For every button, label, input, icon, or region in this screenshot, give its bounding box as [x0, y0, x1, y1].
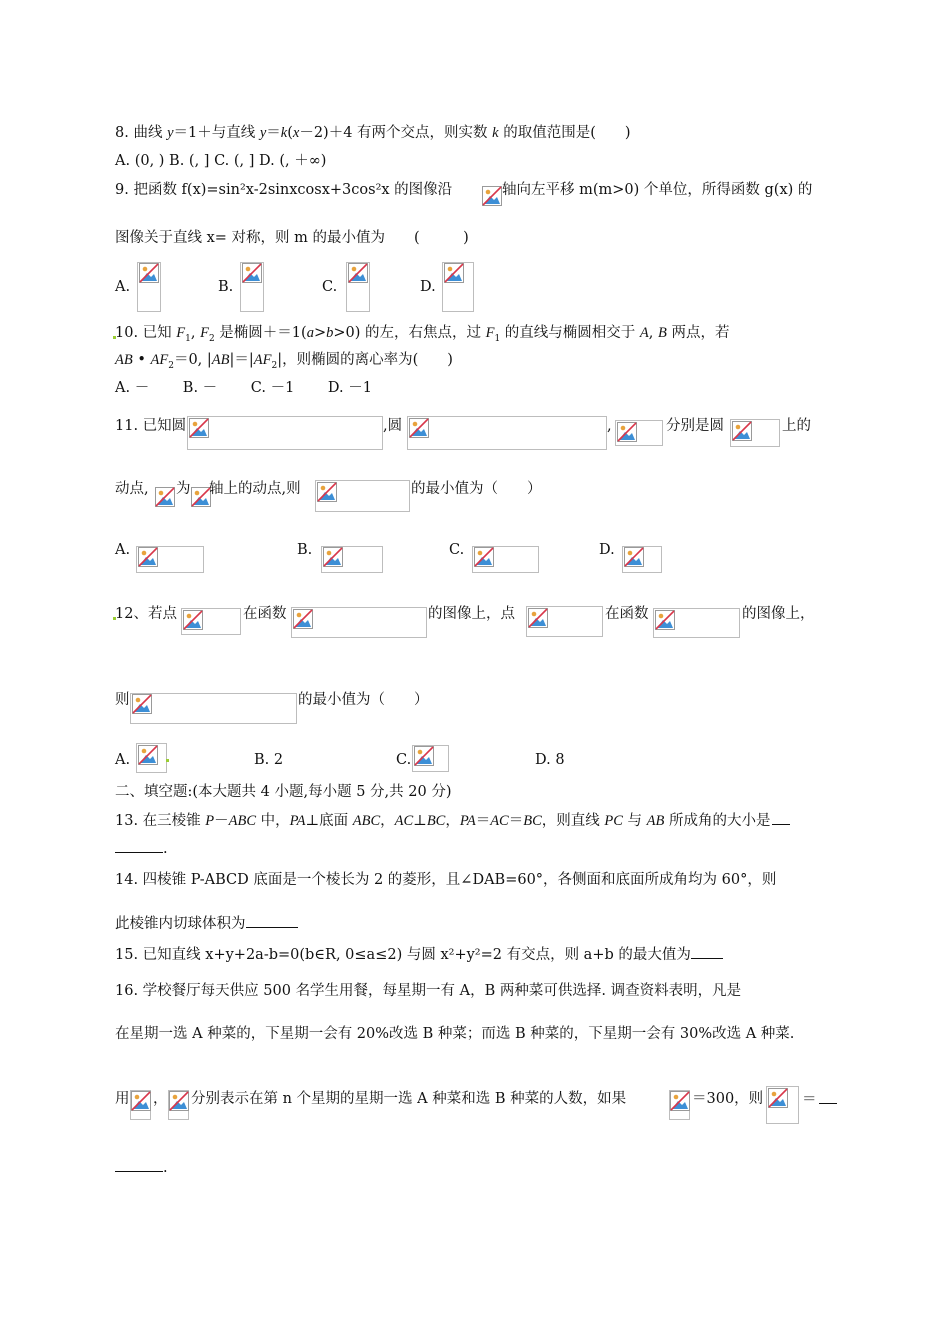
broken-image-icon: [732, 421, 752, 441]
q11-text-3: ,: [607, 418, 612, 434]
marker-dot: [166, 759, 169, 762]
q12-text-7: 的最小值为（ ）: [298, 692, 429, 708]
answer-blank: [691, 944, 723, 959]
q12-option-d: D. 8: [535, 752, 565, 768]
q9-option-b: B.: [218, 279, 234, 295]
broken-image-icon: [617, 422, 637, 442]
q12-text-6: 则: [115, 692, 130, 708]
answer-blank: [819, 1089, 837, 1104]
q14-line2: 此棱锥内切球体积为: [115, 913, 298, 934]
broken-image-icon: [414, 746, 434, 766]
q16-text-2: ，: [153, 1091, 168, 1107]
q12-text-5: 的图像上，: [742, 606, 815, 622]
q13-stem: 13. 在三棱锥 P－ABC 中，PA⊥底面 ABC，AC⊥BC，PA＝AC＝BC，则直线 PC 与 AB 所成角的大小是: [115, 810, 790, 831]
q11-formula-image-1: [187, 416, 383, 450]
q16-text-3: 分别表示在第 n 个星期的星期一选 A 种菜和选 B 种菜的人数，如果: [191, 1091, 627, 1107]
section-2-heading: 二、填空题:(本大题共 4 小题,每小题 5 分,共 20 分): [115, 784, 452, 800]
q9-line1-b: 轴向左平移 m(m>0) 个单位，所得函数 g(x) 的: [502, 182, 813, 198]
q11-option-c: C.: [449, 542, 465, 558]
q12-text-1: 12、若点: [115, 606, 177, 622]
broken-image-icon: [474, 547, 494, 567]
q11-text-5: 上的: [782, 418, 811, 434]
q9-option-d: D.: [420, 279, 436, 295]
broken-image-icon: [317, 482, 337, 502]
q12-text-4: 在函数: [605, 606, 649, 622]
q11-option-d: D.: [599, 542, 615, 558]
q10-options: A. － B. － C. －1 D. －1: [115, 380, 372, 396]
q16-text-1: 用: [115, 1091, 130, 1107]
broken-image-icon: [655, 610, 675, 630]
answer-blank: [115, 838, 163, 853]
q9-line1-a: 9. 把函数 f(x)=sin²x-2sinxcosx+3cos²x 的图像沿: [115, 182, 453, 198]
broken-image-icon: [183, 610, 203, 630]
broken-image-icon: [139, 263, 159, 283]
broken-image-icon: [138, 547, 158, 567]
broken-image-icon: [348, 263, 368, 283]
q12-formula-image-5: [130, 693, 297, 724]
q13-line2: .: [115, 838, 168, 859]
broken-image-icon: [528, 608, 548, 628]
q16-line1: 16. 学校餐厅每天供应 500 名学生用餐，每星期一有 A，B 两种菜可供选择. 调查资料表明，凡是: [115, 983, 742, 999]
broken-image-icon: [482, 186, 502, 206]
answer-blank: [115, 1157, 163, 1172]
q15-stem: 15. 已知直线 x+y+2a-b=0(b∈R, 0≤a≤2) 与圆 x²+y²=2 有交点，则 a+b 的最大值为: [115, 944, 723, 965]
q14-line1: 14. 四棱锥 P-ABCD 底面是一个棱长为 2 的菱形，且∠DAB=60°，各侧面和底面所成角均为 60°，则: [115, 872, 777, 888]
q11-text-2: ,圆: [383, 418, 403, 434]
broken-image-icon: [169, 1091, 189, 1111]
q16-text-5: ＝: [802, 1089, 837, 1110]
broken-image-icon: [293, 609, 313, 629]
q11-text-8: 轴上的动点,则: [209, 481, 301, 497]
q10-line2: AB • $AF_2=0$, $|AB|=|AF_2|$，则椭圆的离心率为( ): [115, 352, 453, 371]
broken-image-icon: [191, 487, 211, 507]
answer-blank: [772, 810, 790, 825]
q11-option-b: B.: [297, 542, 313, 558]
q8-stem: 8. 曲线 y＝1＋与直线 y＝k(x－2)＋4 有两个交点，则实数 k 的取值范围是( ): [115, 125, 631, 141]
q12-option-c: C.: [396, 752, 412, 768]
broken-image-icon: [444, 263, 464, 283]
q8-options: A. (0, ) B. (, ] C. (, ] D. (, ＋∞): [115, 153, 327, 169]
q9-option-c: C.: [322, 279, 338, 295]
broken-image-icon: [155, 487, 175, 507]
q12-option-a: A.: [115, 752, 131, 768]
broken-image-icon: [242, 263, 262, 283]
broken-image-icon: [624, 547, 644, 567]
q12-text-2: 在函数: [243, 606, 287, 622]
broken-image-icon: [323, 547, 343, 567]
q16-line4: .: [115, 1157, 168, 1178]
q12-option-b: B. 2: [254, 752, 284, 768]
q11-option-a: A.: [115, 542, 131, 558]
broken-image-icon: [132, 694, 152, 714]
q11-text-6: 动点,: [115, 481, 149, 497]
broken-image-icon: [189, 418, 209, 438]
q12-text-3: 的图像上，点: [428, 606, 515, 622]
broken-image-icon: [670, 1091, 690, 1111]
q11-text-9: 的最小值为（ ）: [411, 481, 542, 497]
q16-line2: 在星期一选 A 种菜的，下星期一会有 20%改选 B 种菜；而选 B 种菜的，下星期一会有 30%改选 A 种菜.: [115, 1026, 795, 1042]
q11-text-1: 11. 已知圆: [115, 418, 187, 434]
q11-text-4: 分别是圆: [666, 418, 724, 434]
broken-image-icon: [138, 745, 158, 765]
q11-formula-image-2: [407, 416, 607, 450]
answer-blank: [246, 913, 298, 928]
broken-image-icon: [131, 1091, 151, 1111]
broken-image-icon: [768, 1088, 788, 1108]
q9-option-a: A.: [115, 279, 131, 295]
q16-text-4: ＝300，则: [692, 1091, 764, 1107]
q9-line2: 图像关于直线 x= 对称，则 m 的最小值为 ( ): [115, 230, 469, 246]
q10-line1: 10. 已知 $F_1$, $F_2$ 是椭圆＋＝1(a>b>0) 的左，右焦点，过 $F_1$ 的直线与椭圆相交于 A, B 两点，若: [115, 325, 730, 344]
broken-image-icon: [409, 418, 429, 438]
q11-text-7: 为: [176, 481, 191, 497]
